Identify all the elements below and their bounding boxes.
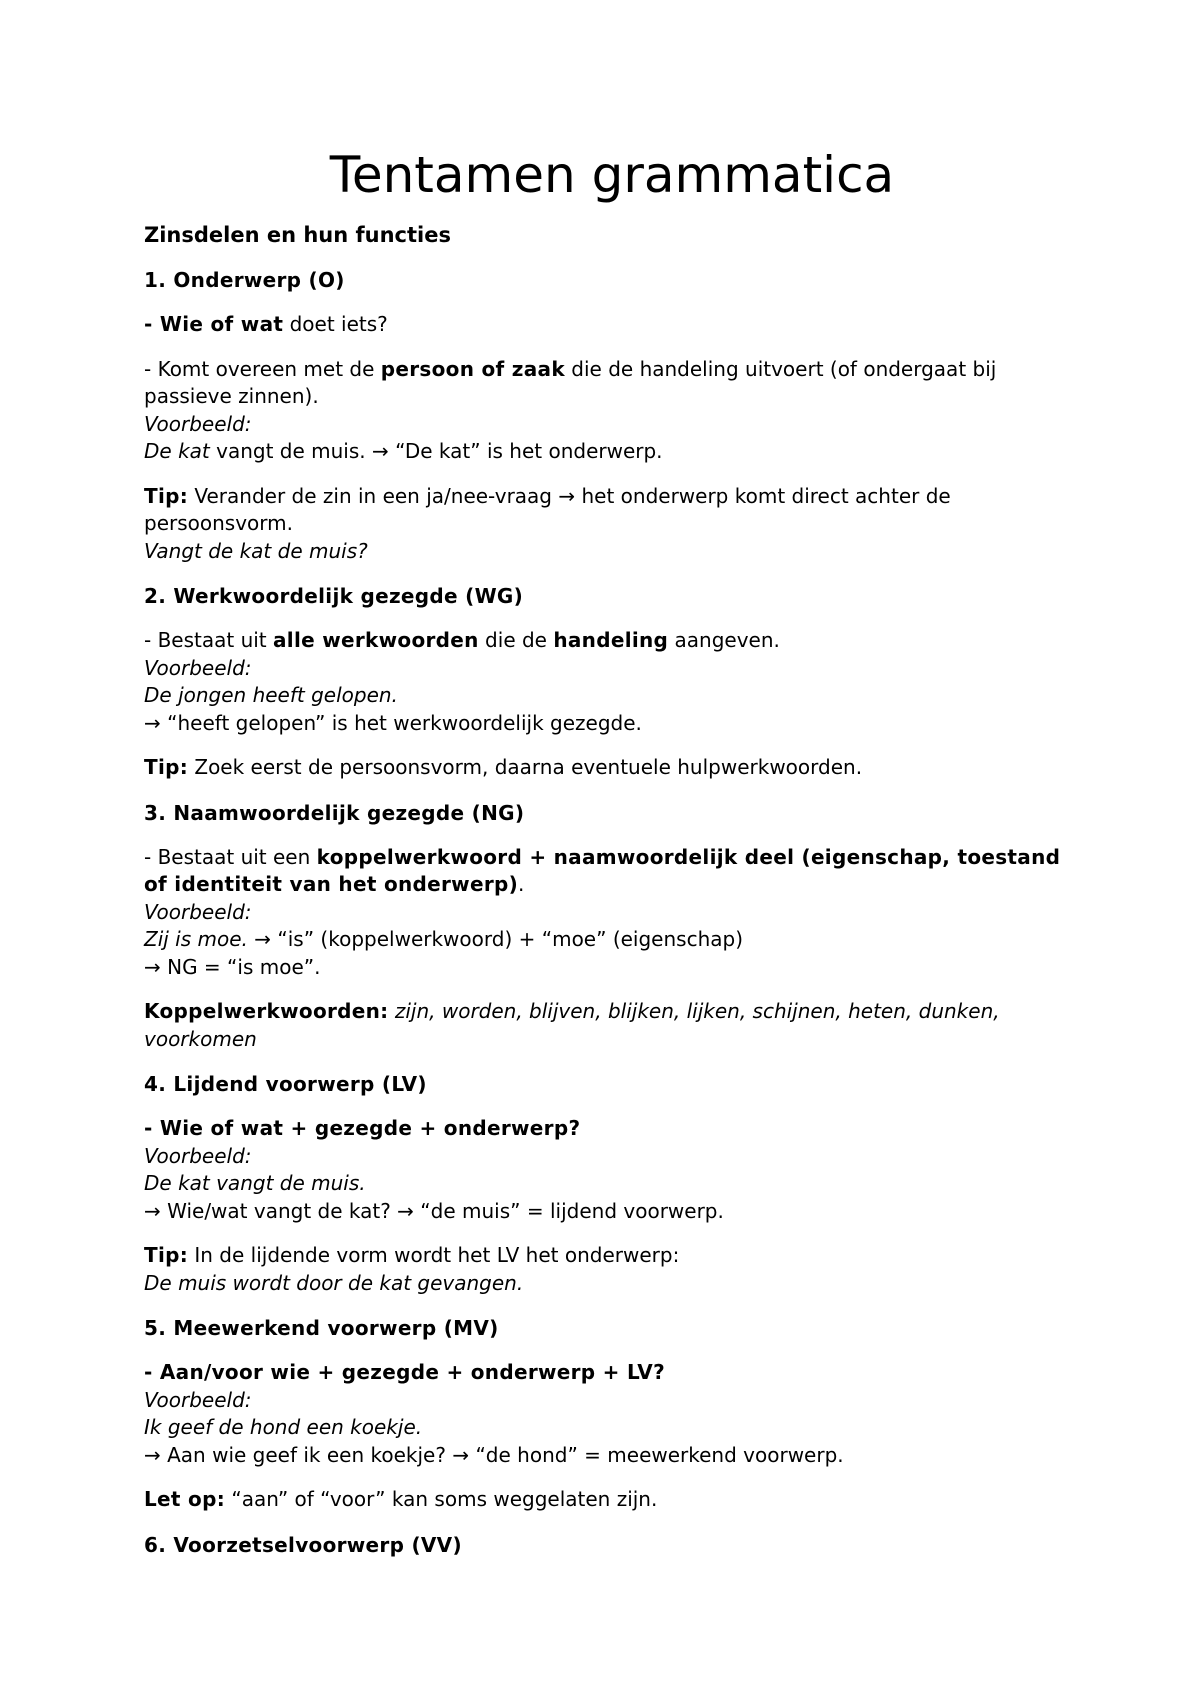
tip-text: In de lijdende vorm wordt het LV het onderwerp: <box>188 1243 680 1267</box>
let-op-meewerkend-voorwerp <box>144 1486 1064 1514</box>
text: aangeven. <box>668 628 780 652</box>
voorbeeld-label: Voorbeeld: <box>144 1387 252 1412</box>
voorbeeld-label: Voorbeeld: <box>144 1143 252 1168</box>
koppelwerkwoorden-list: zijn, worden, blijven, blijken, lijken, schijnen, heten, dunken, voorkomen <box>144 999 1000 1051</box>
text: - Bestaat uit <box>144 628 274 652</box>
heading-meewerkend-voorwerp: 5. Meewerkend voorwerp (MV) <box>144 1316 499 1340</box>
example-line: Ik geef de hond een koekje. <box>144 1415 423 1439</box>
tip-label: Tip: <box>144 483 189 508</box>
example-line <box>144 926 1064 954</box>
koppelwerkwoorden-label: Koppelwerkwoorden: <box>144 999 389 1023</box>
heading-voorzetselvoorwerp: 6. Voorzetselvoorwerp (VV) <box>144 1532 462 1557</box>
tip-label: Tip: <box>144 1243 189 1267</box>
tip-example: Vangt de kat de muis? <box>144 538 368 563</box>
document-body <box>144 221 1064 1559</box>
text: die de <box>478 628 554 652</box>
page-title: Tentamen grammatica <box>329 146 895 204</box>
tip-example: De muis wordt door de kat gevangen. <box>144 1270 524 1295</box>
tip-label: Tip: <box>144 755 189 779</box>
voorbeeld-label: Voorbeeld: <box>144 655 252 680</box>
voorbeeld-label: Voorbeeld: <box>144 899 252 924</box>
tip-onderwerp <box>144 483 1064 566</box>
heading-lijdend-voorwerp: 4. Lijdend voorwerp (LV) <box>144 1072 427 1096</box>
text: - Komt overeen met de <box>144 356 381 381</box>
heading-naamwoordelijk-gezegde: 3. Naamwoordelijk gezegde (NG) <box>144 800 525 825</box>
emphasis: alle werkwoorden <box>273 628 479 652</box>
emphasis: handeling <box>553 628 669 652</box>
tip-text: Verander de zin in een ja/nee-vraag → het onderwerp komt direct achter de persoonsvorm. <box>144 483 951 535</box>
voorbeeld-label: Voorbeeld: <box>144 411 252 436</box>
example-line: De jongen heeft gelopen. <box>144 683 398 707</box>
let-op-label: Let op: <box>144 1487 225 1511</box>
example-line: De kat vangt de muis. <box>144 1171 366 1195</box>
question-bold: - Aan/voor wie + gezegde + onderwerp + LV? <box>144 1360 665 1384</box>
let-op-text: “aan” of “voor” kan soms weggelaten zijn. <box>225 1487 658 1511</box>
question-rest: doet iets? <box>283 312 388 336</box>
section-heading: Zinsdelen en hun functies <box>144 223 451 247</box>
heading-onderwerp: 1. Onderwerp (O) <box>144 268 345 292</box>
text: . <box>518 872 525 896</box>
example-explanation: → NG = “is moe”. <box>144 954 321 979</box>
example-explanation: → Aan wie geef ik een koekje? → “de hond” = meewerkend voorwerp. <box>144 1442 844 1467</box>
paragraph-lijdend-voorwerp <box>144 1115 1064 1225</box>
tip-text: Zoek eerst de persoonsvorm, daarna eventuele hulpwerkwoorden. <box>188 755 863 779</box>
question-bold: - Wie of wat <box>144 312 284 336</box>
example-rest: → “is” (koppelwerkwoord) + “moe” (eigenschap) <box>247 927 744 951</box>
example-explanation: → “heeft gelopen” is het werkwoordelijk gezegde. <box>144 710 642 735</box>
text: die de handeling uitvoert (of ondergaat bij passieve zinnen). <box>144 356 997 408</box>
question-bold: - Wie of wat + gezegde + onderwerp? <box>144 1116 581 1140</box>
example-italic: Zij is moe. <box>144 927 248 951</box>
paragraph-onderwerp <box>144 356 1064 466</box>
paragraph-werkwoordelijk-gezegde <box>144 627 1064 737</box>
example-explanation: → Wie/wat vangt de kat? → “de muis” = lijdend voorwerp. <box>144 1198 724 1223</box>
example-rest: vangt de muis. → “De kat” is het onderwerp. <box>209 439 663 463</box>
tip-werkwoordelijk-gezegde <box>144 754 1064 782</box>
tip-lijdend-voorwerp <box>144 1242 1064 1297</box>
heading-werkwoordelijk-gezegde: 2. Werkwoordelijk gezegde (WG) <box>144 584 524 608</box>
koppelwerkwoorden <box>144 998 1064 1053</box>
example-line <box>144 438 1064 466</box>
paragraph-meewerkend-voorwerp <box>144 1359 1064 1469</box>
emphasis: koppelwerkwoord + naamwoordelijk deel (eigenschap, toestand of identiteit van het onderwerp) <box>144 844 1061 896</box>
example-italic: De kat <box>144 439 210 463</box>
question-onderwerp <box>144 311 1064 339</box>
paragraph-naamwoordelijk-gezegde <box>144 844 1064 982</box>
text: - Bestaat uit een <box>144 844 317 869</box>
emphasis: persoon of zaak <box>380 356 565 381</box>
